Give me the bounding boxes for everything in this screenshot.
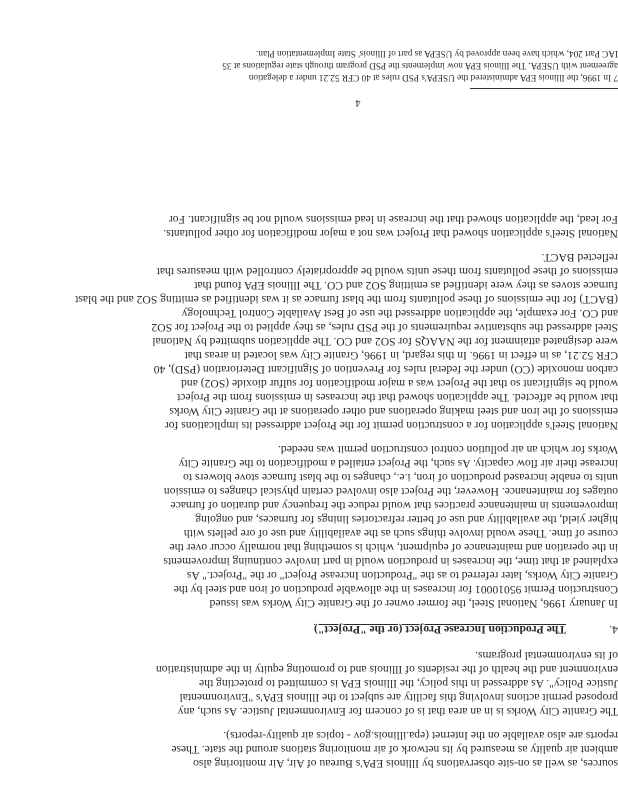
application-line: Steel addressed the substantive requirements of the PSD rules, as they applied to the Project for SO2 xyxy=(151,321,618,334)
footnote-line: agreement with USEPA. The Illinois EPA now implements the PSD program through state regulations at 35 xyxy=(222,61,618,71)
section-number: 4. xyxy=(609,623,618,636)
project-line: Granite City Works, later referred to as the "Production Increase Project" or the "Project." As xyxy=(186,569,618,582)
application-line: (BACT) for the emissions of these pollutants from the blast furnace as it was identified as emitting SO2 and the blast xyxy=(75,293,618,306)
application-line: reflected BACT. xyxy=(541,251,618,264)
application-line: were designated attainment for the NAAQS for SO2 and CO. The application submitted by National xyxy=(152,335,618,348)
application-line: emissions of the iron and steel making operations and other operations at the Granite City Works xyxy=(169,405,618,418)
project-line: improvements in maintenance practices that would reduce the frequency and duration of furnace xyxy=(170,499,618,512)
project-line: course of time. These would involve things such as the availability and use of ore pellets with xyxy=(183,527,618,540)
application-line: CFR 52.21, as in effect in 1996. In this regard, in 1996, Granite City was located in areas that xyxy=(184,349,618,362)
application-line: emissions of these pollutants from these units would be appropriately controlled with measures that xyxy=(156,265,618,278)
project-line: Construction Permit 95010001 for increases in the allowable production of iron and steel by the xyxy=(173,583,618,596)
project-line: increase their air flow capacity. As such, the Project entailed a modification to the Granite City xyxy=(178,457,618,470)
footnote-line: IAC Part 204, which have been approved by USEPA as part of Illinois' State Implementation Plan. xyxy=(256,49,618,59)
ej-line: of its environmental programs. xyxy=(475,649,618,662)
project-line: in the operation and maintenance of equipment, which is something that normally occur over the xyxy=(169,541,618,554)
section-title: The Production Increase Project (or the "Project") xyxy=(314,623,566,636)
project-line: Works for which an air pollution control construction permit was needed. xyxy=(277,443,618,456)
application-line: carbon monoxide (CO) under the federal rules for Prevention of Significant Deterioration (PSD), 40 xyxy=(153,363,618,376)
application-line: would be significant so that the Project was a major modification for sulfur dioxide (SO2) and xyxy=(181,377,618,390)
project-line: outages for maintenance. However, the Project also involved certain physical changes to emission xyxy=(163,485,618,498)
application-line: National Steel's application for a construction permit for the Project addressed its implications for xyxy=(164,419,618,432)
page-number: 4 xyxy=(355,97,361,108)
ej-line: environment and the health of the residents of Illinois and to promoting equity in the administration xyxy=(155,663,618,676)
application-line: furnace stoves as they were identified as emitting SO2 and CO. The Illinois EPA found that xyxy=(194,279,618,292)
application-line: that would be affected. The application showed that the increases in emissions from the Project xyxy=(177,391,618,404)
application-line: and CO. For example, the application addressed the use of Best Available Control Technology xyxy=(181,307,618,320)
footnote-line: 7 In 1996, the Illinois EPA administered the USEPA's PSD rules at 40 CFR 52.21 under a delegation xyxy=(248,73,618,83)
ej-line: proposed permit actions involving this facility are subject to the Illinois EPA's "Environmental xyxy=(179,691,618,704)
section-heading xyxy=(314,622,618,636)
ej-line: Justice Policy". As addressed in this policy, the Illinois EPA is committed to protecting the xyxy=(199,677,618,690)
project-line: explained at that time, the increases in production would in part involve continuing improvements xyxy=(163,555,618,568)
project-line: units to enable increased production of iron, i.e., changes to the blast furnace stove blowers to xyxy=(183,471,618,484)
continuation-line: reports are also available on the Internet (epa.illinois.gov - topics air quality-reports). xyxy=(223,729,618,742)
modification-line: For lead, the application showed that the increase in lead emissions would not be significant. For xyxy=(168,213,618,226)
modification-line: National Steel's application showed that Project was not a major modification for other pollutants. xyxy=(163,227,618,240)
footnote-rule xyxy=(470,88,618,89)
project-line: higher yield, the availability and use of better refractories linings for furnaces, and ongoing xyxy=(195,513,618,526)
project-line: In January 1996, National Steel, the former owner of the Granite City Works was issued xyxy=(209,597,618,610)
continuation-line: ambient air quality as measured by its network of air monitoring stations around the state. These xyxy=(171,743,618,756)
continuation-line: sources, as well as on-site observations by Illinois EPA's Bureau of Air, Air monitoring also xyxy=(193,757,618,770)
ej-line: The Granite City Works is in an area that is of concern for Environmental Justice. As such, any xyxy=(177,705,618,718)
